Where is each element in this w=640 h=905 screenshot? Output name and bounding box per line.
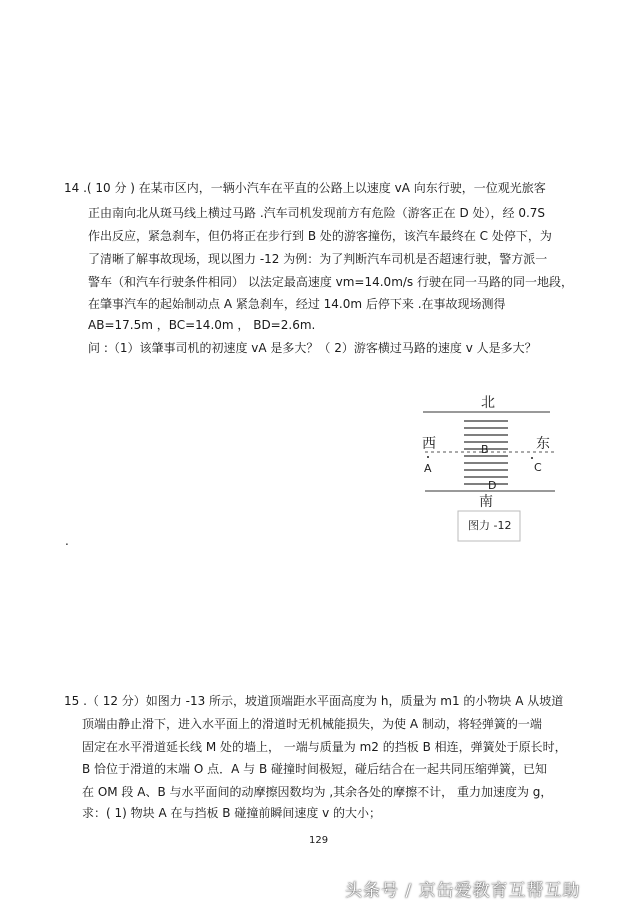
problem-14-line-3: 作出反应，紧急刹车，但仍将正在步行到 B 处的游客撞伤，该汽车最终在 C 处停下，为 (88, 229, 552, 243)
point-a-marker (427, 456, 429, 458)
figure-label-d: D (488, 479, 497, 492)
problem-15-line-5: 在 OM 段 A、B 与水平面间的动摩擦因数均为 ,其余各处的摩擦不计， 重力加速度为 g， (82, 785, 553, 799)
watermark: 头条号 / 京缶爱教育互帮互助 (345, 881, 581, 901)
problem-15-line-6: 求：( 1) 物块 A 在与挡板 B 碰撞前瞬间速度 v 的大小； (82, 806, 382, 820)
problem-14-line-6: 在肇事汽车的起始制动点 A 紧急刹车，经过 14.0m 后停下来 .在事故现场测得 (88, 297, 506, 311)
figure-label-east: 东 (536, 436, 550, 452)
point-c-marker (531, 457, 533, 459)
problem-14-line-5: 警车（和汽车行驶条件相同） 以法定最高速度 vm=14.0m/s 行驶在同一马路的同一地段， (88, 275, 573, 289)
figure-label-c: C (534, 461, 542, 474)
problem-15-line-1: 15 .（ 12 分）如图力 -13 所示，坡道顶端距水平面高度为 h，质量为 m1 的小物块 A 从坡道 (64, 694, 564, 708)
stray-dot: . (65, 534, 69, 548)
figure-caption: 图力 -12 (468, 519, 512, 532)
problem-15-line-2: 顶端由静止滑下，进入水平面上的滑道时无机械能损失，为使 A 制动，将轻弹簧的一端 (82, 717, 542, 731)
problem-14-line-7: AB=17.5m ，BC=14.0m ， BD=2.6m. (88, 318, 316, 332)
figure-label-west: 西 (422, 436, 436, 452)
problem-14-line-4: 了清晰了解事故现场，现以图力 -12 为例：为了判断汽车司机是否超速行驶，警方派一 (88, 252, 548, 266)
problem-15-line-4: B 恰位于滑道的末端 O 点．A 与 B 碰撞时间极短，碰后结合在一起共同压缩弹簧，已知 (82, 762, 548, 776)
figure-label-north: 北 (481, 395, 495, 411)
problem-14-line-2: 正由南向北从斑马线上横过马路 .汽车司机发现前方有危险（游客正在 D 处），经 0.7S (88, 206, 546, 220)
page-number: 129 (309, 835, 329, 846)
figure-label-a: A (424, 462, 432, 475)
problem-15-line-3: 固定在水平滑道延长线 M 处的墙上， 一端与质量为 m2 的挡板 B 相连，弹簧处于原长时， (82, 740, 567, 754)
problem-14-line-1: 14 .( 10 分 ) 在某市区内，一辆小汽车在平直的公路上以速度 vA 向东行驶，一位观光旅客 (64, 181, 546, 195)
figure-road-diagram (400, 385, 570, 545)
figure-label-south: 南 (479, 494, 493, 510)
problem-14-line-8: 问 :（1）该肇事司机的初速度 vA 是多大？（ 2）游客横过马路的速度 v 人是多大？ (88, 341, 537, 355)
figure-label-b: B (481, 443, 489, 456)
